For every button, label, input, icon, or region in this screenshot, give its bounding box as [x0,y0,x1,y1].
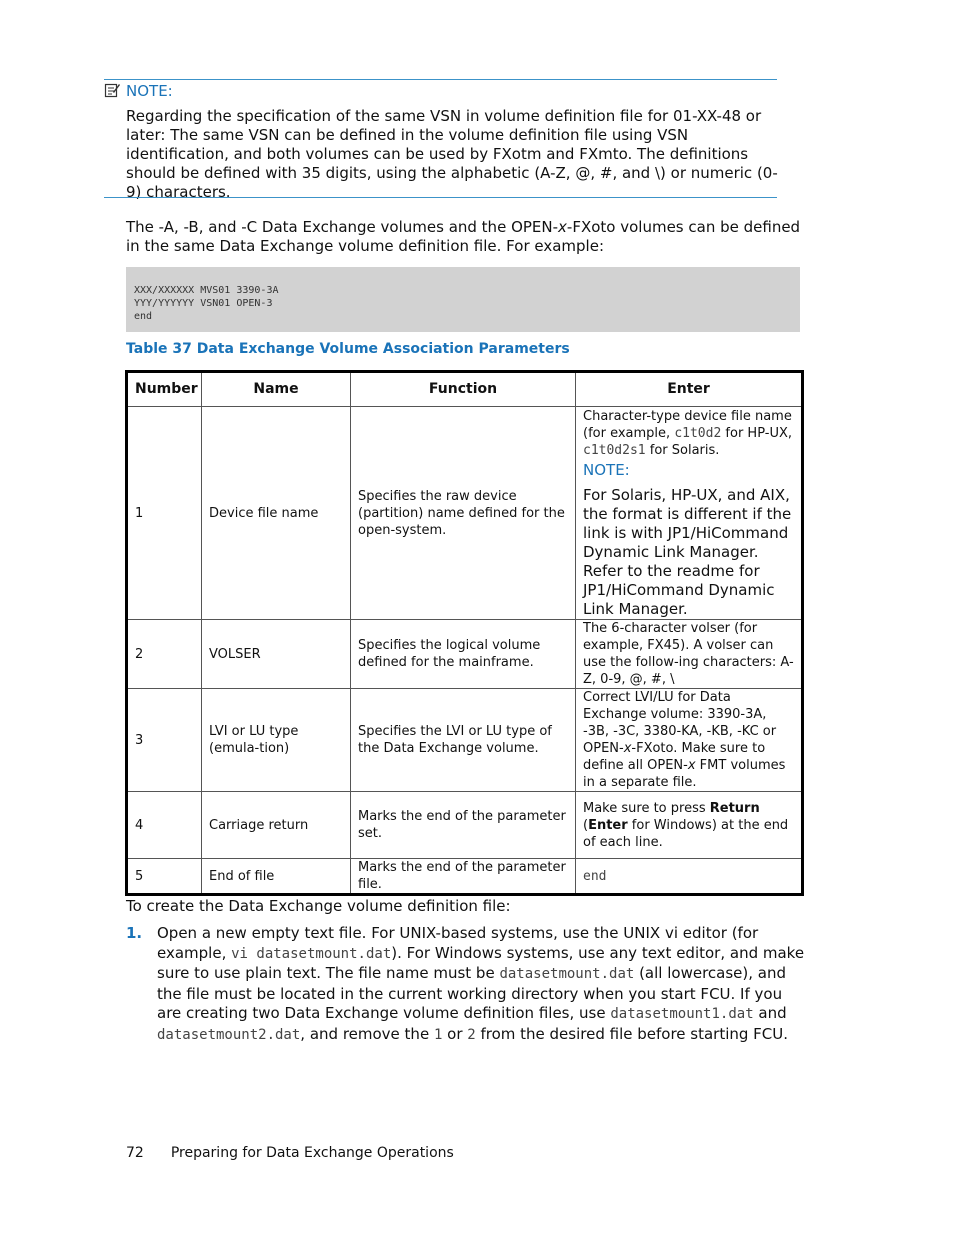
header-number: Number [127,372,202,407]
code-line: YYY/YYYYYY VSN01 OPEN-3 [134,298,273,309]
code-example [126,267,800,332]
enter-part: ( [583,817,589,833]
step-code: datasetmount2.dat [157,1026,301,1043]
enter-part: for Windows) at the end of each line. [583,817,789,850]
step-code: 1 [433,1026,443,1043]
enter-part: Character-type device file name (for example, [583,408,792,441]
code-line: end [134,311,153,322]
table-row [127,859,803,895]
table-row [127,620,803,689]
code-line: XXX/XXXXXX MVS01 3390-3A [134,285,279,296]
header-name: Name [202,372,351,407]
cell-number: 4 [127,792,202,859]
table-caption: Table 37 Data Exchange Volume Association Parameters [126,341,570,357]
note-top-rule [104,79,777,80]
cell-name: VOLSER [202,620,351,689]
step-part: (all lowercase), and the file must be located in the current working directory when you start FCU. If you are creating two Data Exchange volume definition files, use [157,964,786,1022]
step-number: 1. [126,924,143,942]
cell-function: Marks the end of the parameter file. [351,859,576,895]
footer-section: Preparing for Data Exchange Operations [170,1145,454,1161]
step-part: Open a new empty text file. For UNIX-based systems, use the UNIX vi editor (for example, [157,924,759,962]
enter-note-text: For Solaris, HP-UX, and AIX, the format is different if the link is with JP1/HiCommand Dynamic Link Manager. Refer to the readme for JP1/HiCommand Dynamic Link Manager. [583,485,792,618]
intro-text-1: The -A, -B, and -C Data Exchange volumes and the OPEN- [126,218,559,236]
cell-function: Specifies the LVI or LU type of the Data Exchange volume. [351,689,576,792]
enter-bold: Return [709,800,760,816]
enter-code: c1t0d2s1 [583,442,646,458]
procedure-lead: To create the Data Exchange volume definition file: [126,897,511,915]
note-label: NOTE: [126,82,173,100]
step-part: , and remove the [300,1024,434,1043]
parameters-table [125,370,804,896]
enter-part: -FXoto. Make sure to define all OPEN- [583,741,766,773]
cell-function: Specifies the logical volume defined for the mainframe. [351,620,576,689]
enter-part: for Solaris. [645,442,720,458]
enter-part: for HP-UX, [721,425,792,441]
intro-paragraph [126,218,816,256]
intro-italic: x [558,218,567,236]
cell-number: 5 [127,859,202,895]
enter-part: FMT volumes in a separate file. [583,758,786,790]
table-row [127,407,803,620]
enter-italic: x [687,758,696,773]
intro-text-2: -FXoto volumes can be defined in the same Data Exchange volume definition file. For example: [126,218,801,255]
enter-part: Correct LVI/LU for Data Exchange volume: 3390-3A, -3B, -3C, 3380-KA, -KB, -KC or OPEN- [583,690,777,756]
table-row [127,792,803,859]
cell-enter [576,792,803,859]
step-code: datasetmount.dat [499,966,635,982]
cell-enter: end [576,859,803,895]
enter-text [583,408,794,459]
cell-name: End of file [202,859,351,895]
note-bottom-rule [104,197,777,198]
cell-number: 1 [127,407,202,620]
enter-part: Make sure to press [583,800,710,816]
header-enter: Enter [576,372,803,407]
cell-name: Device file name [202,407,351,620]
cell-number: 2 [127,620,202,689]
enter-bold: Enter [588,817,628,833]
table-row [127,689,803,792]
cell-enter [576,689,803,792]
step-code: vi datasetmount.dat [231,945,392,962]
enter-note-label: NOTE: [583,460,630,479]
cell-enter: The 6-character volser (for example, FX45). A volser can use the follow-ing characters: A-Z, 0-9, @, #, \ [576,620,803,689]
cell-function: Marks the end of the parameter set. [351,792,576,859]
cell-name: Carriage return [202,792,351,859]
step-code: datasetmount1.dat [610,1006,754,1022]
page-number: 72 [126,1145,144,1161]
header-function: Function [351,372,576,407]
enter-italic: x [623,741,632,756]
step-part: ). For Windows systems, use any text editor, and make sure to use plain text. The file name must be [157,943,805,982]
step-part: and [753,1004,787,1022]
step-part: or [442,1024,468,1043]
cell-name: LVI or LU type (emula-tion) [202,689,351,792]
cell-function: Specifies the raw device (partition) name defined for the open-system. [351,407,576,620]
page-footer [126,1145,454,1161]
cell-number: 3 [127,689,202,792]
note-icon [104,82,120,98]
note-text: Regarding the specification of the same VSN in volume definition file for 01-XX-48 or later: The same VSN can be defined in the volume definition file using VSN identification, and both volumes can be used by FXotm and FXmto. The definitions should be defined with 35 digits, using the alphabetic (A-Z, @, #, and \) or numeric (0-9) characters. [126,107,778,201]
step-part: from the desired file before starting FCU. [475,1024,789,1043]
cell-enter [576,407,803,620]
step-text [157,924,807,1045]
table-header-row [127,372,803,407]
enter-code: c1t0d2 [674,425,722,441]
step-code: 2 [467,1026,476,1043]
